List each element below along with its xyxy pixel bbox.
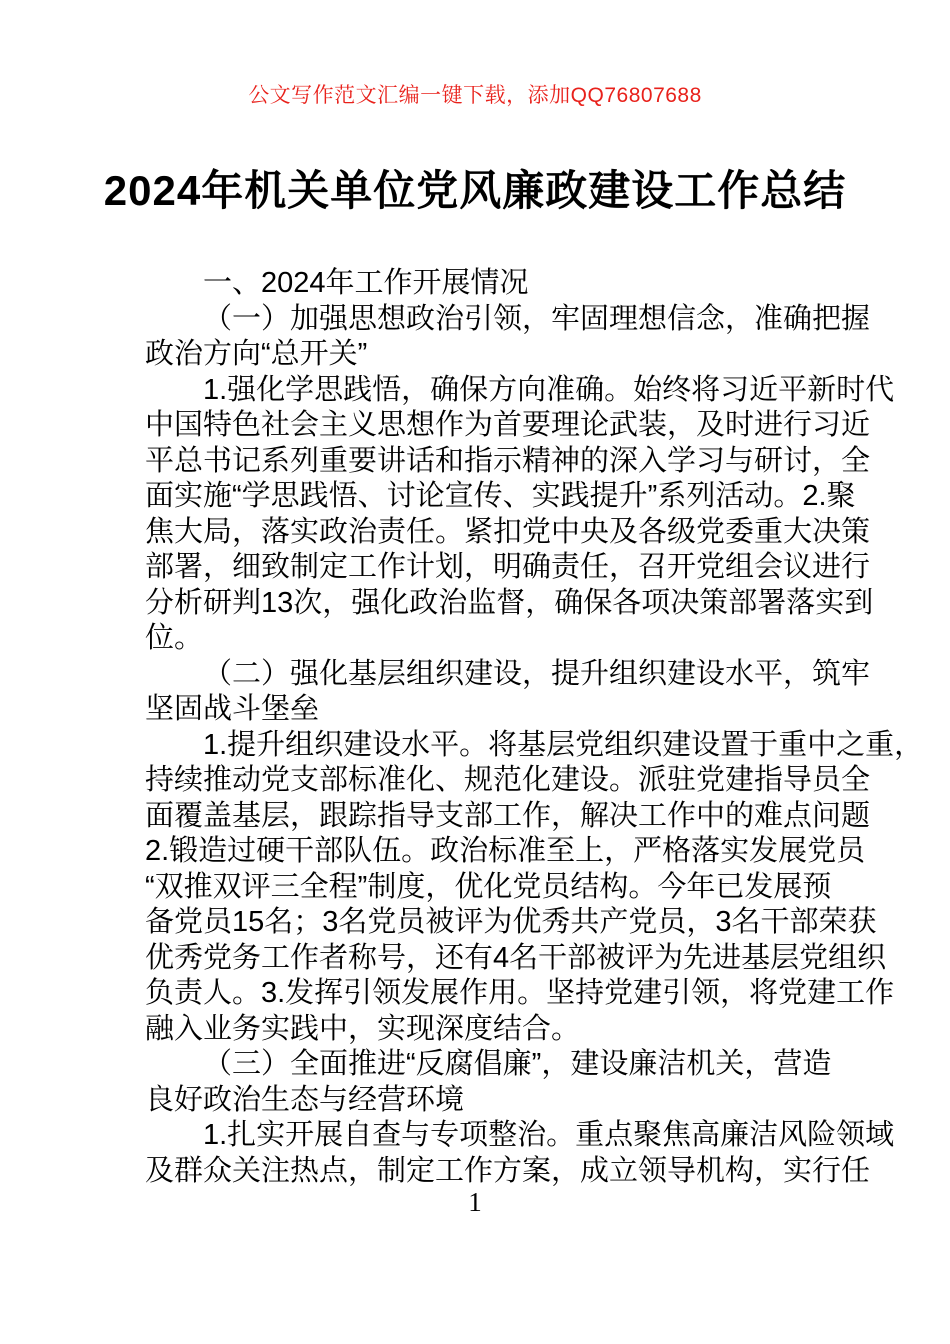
body-line: “双推双评三全程”制度，优化党员结构。今年已发展预 — [145, 870, 832, 903]
body-line: 及群众关注热点，制定工作方案，成立领导机构，实行任 — [145, 1154, 871, 1187]
document-body — [145, 266, 924, 1189]
body-line: 焦大局，落实政治责任。紧扣党中央及各级党委重大决策 — [145, 515, 871, 548]
body-line: 1.扎实开展自查与专项整治。重点聚焦高廉洁风险领域 — [203, 1119, 895, 1151]
body-line: （一）加强思想政治引领，牢固理想信念，准确把握 — [203, 302, 871, 335]
body-line: 1.提升组织建设水平。将基层党组织建设置于重中之重， — [203, 728, 924, 761]
body-line: 2.锻造过硬干部队伍。政治标准至上，严格落实发展党员 — [145, 835, 866, 867]
page-title: 2024年机关单位党风廉政建设工作总结 — [103, 167, 847, 214]
body-line: 部署，细致制定工作计划，明确责任，召开党组会议进行 — [145, 551, 871, 583]
body-line: 分析研判13次，强化政治监督，确保各项决策部署落实到 — [145, 586, 874, 619]
body-line: （二）强化基层组织建设，提升组织建设水平，筑牢 — [203, 657, 871, 690]
body-line: 中国特色社会主义思想作为首要理论武装，及时进行习近 — [145, 409, 871, 441]
body-line: 一、2024年工作开展情况 — [203, 267, 529, 299]
body-line: 面覆盖基层，跟踪指导支部工作，解决工作中的难点问题 — [145, 799, 871, 832]
body-line: 面实施“学思践悟、讨论宣传、实践提升”系列活动。2.聚 — [145, 480, 856, 512]
body-line: 优秀党务工作者称号，还有4名干部被评为先进基层党组织 — [145, 941, 887, 974]
body-line: 备党员15名；3名党员被评为优秀共产党员，3名干部荣获 — [145, 906, 877, 938]
page-number: 1 — [468, 1187, 482, 1217]
body-line: 1.强化学思践悟，确保方向准确。始终将习近平新时代 — [203, 373, 895, 406]
body-line: 融入业务实践中，实现深度结合。 — [145, 1012, 581, 1045]
body-line: 位。 — [145, 622, 204, 654]
body-line: 政治方向“总开关” — [145, 338, 368, 370]
body-line: （三）全面推进“反腐倡廉”，建设廉洁机关，营造 — [203, 1048, 832, 1080]
body-line: 持续推动党支部标准化、规范化建设。派驻党建指导员全 — [145, 764, 871, 796]
body-line: 坚固战斗堡垒 — [145, 693, 320, 725]
body-line: 平总书记系列重要讲话和指示精神的深入学习与研讨，全 — [145, 444, 871, 477]
body-line: 负责人。3.发挥引领发展作用。坚持党建引领，将党建工作 — [145, 977, 895, 1009]
header-promo-text: 公文写作范文汇编一键下载，添加QQ76807688 — [248, 84, 702, 107]
body-line: 良好政治生态与经营环境 — [145, 1083, 465, 1116]
